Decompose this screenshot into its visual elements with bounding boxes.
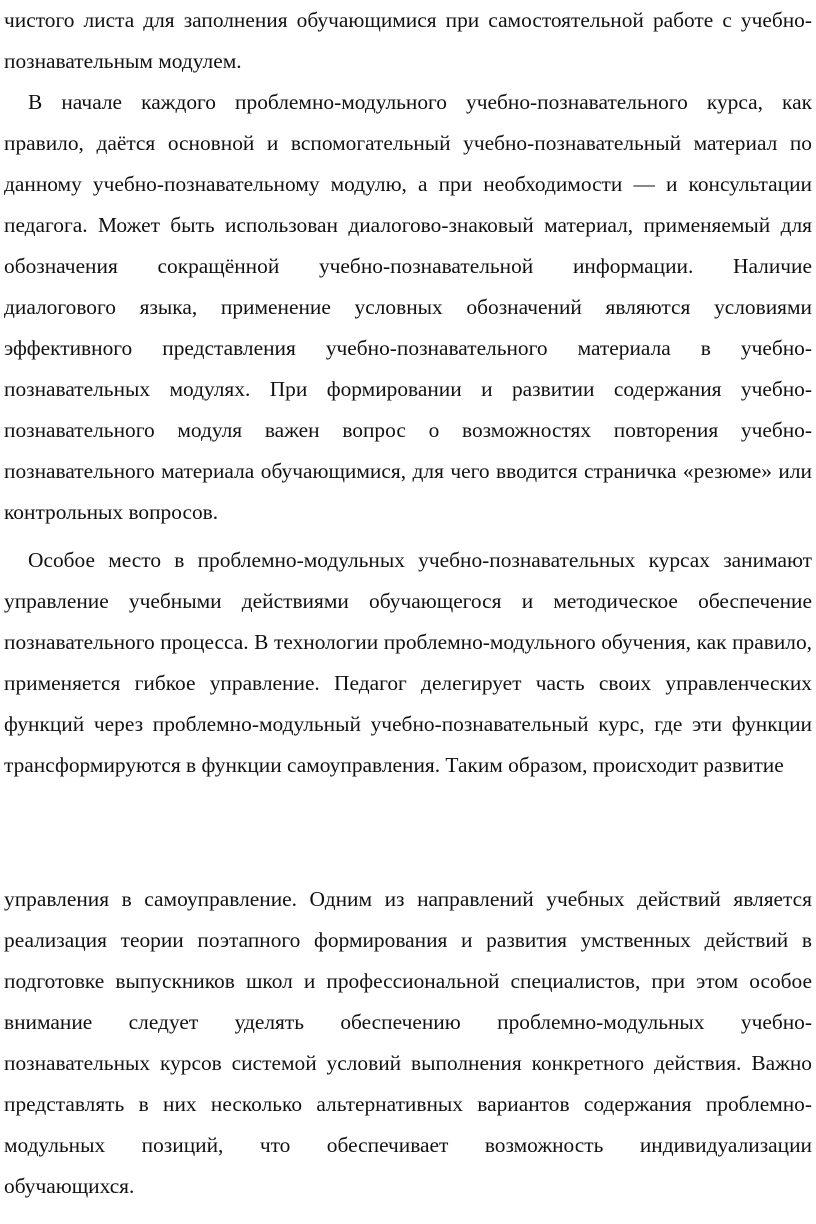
text-line: познавательного материала обучающимися, для чего вводится страничка «резюме» или	[4, 459, 812, 483]
text-line: представлять в них несколько альтернативных вариантов содержания проблемно-	[4, 1092, 812, 1116]
text-line: познавательным модулем.	[4, 49, 242, 73]
text-line: познавательного процесса. В технологии проблемно-модульного обучения, как правило,	[4, 630, 812, 654]
text-line: правило, даётся основной и вспомогательный учебно-познавательный материал по	[4, 131, 812, 155]
text-line: внимание следует уделять обеспечению проблемно-модульных учебно-	[4, 1010, 812, 1034]
text-line: познавательного модуля важен вопрос о возможностях повторения учебно-	[4, 418, 812, 442]
text-line: данному учебно-познавательному модулю, а при необходимости — и консультации	[4, 172, 812, 196]
text-line: трансформируются в функции самоуправления. Таким образом, происходит развитие	[4, 753, 784, 777]
text-line: чистого листа для заполнения обучающимися при самостоятельной работе с учебно-	[4, 8, 812, 32]
text-line: функций через проблемно-модульный учебно-познавательный курс, где эти функции	[4, 712, 812, 736]
text-line: эффективного представления учебно-познавательного материала в учебно-	[4, 336, 812, 360]
text-line: познавательных модулях. При формировании и развитии содержания учебно-	[4, 377, 812, 401]
text-line: Особое место в проблемно-модульных учебно-познавательных курсах занимают	[28, 548, 812, 572]
text-line: реализация теории поэтапного формирования и развития умственных действий в	[4, 928, 812, 952]
text-line: обозначения сокращённой учебно-познавательной информации. Наличие	[4, 254, 812, 278]
text-line: применяется гибкое управление. Педагог делегирует часть своих управленческих	[4, 671, 812, 695]
text-line: диалогового языка, применение условных обозначений являются условиями	[4, 295, 812, 319]
text-line: обучающихся.	[4, 1174, 135, 1198]
text-line: управления в самоуправление. Одним из направлений учебных действий является	[4, 887, 812, 911]
text-line: В начале каждого проблемно-модульного учебно-познавательного курса, как	[28, 90, 812, 114]
text-line: познавательных курсов системой условий выполнения конкретного действия. Важно	[4, 1051, 812, 1075]
text-line: подготовке выпускников школ и профессиональной специалистов, при этом особое	[4, 969, 812, 993]
text-line: управление учебными действиями обучающегося и методическое обеспечение	[4, 589, 812, 613]
text-line: педагога. Может быть использован диалогово-знаковый материал, применяемый для	[4, 213, 812, 237]
text-line: контрольных вопросов.	[4, 500, 219, 524]
text-line: модульных позиций, что обеспечивает возможность индивидуализации	[4, 1133, 812, 1157]
